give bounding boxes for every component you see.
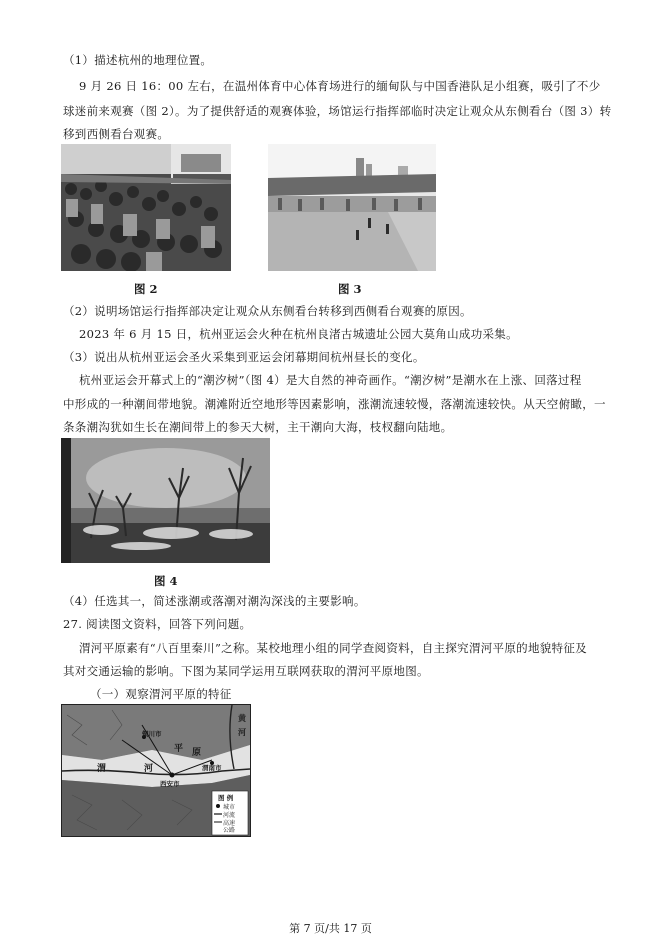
map-label-weinan: 渭南市 — [202, 764, 222, 772]
map-label-huang: 黄 — [238, 713, 246, 723]
figure-4-caption: 图 4 — [154, 574, 178, 588]
paragraph-4-line-1: 渭河平原素有“八百里秦川”之称。某校地理小组的同学查阅资料，自主探究渭河平原的地貌特征及 — [79, 641, 587, 655]
paragraph-3-line-2: 中形成的一种潮间带地貌。潮滩附近空地形等因素影响，涨潮流速较慢，落潮流速较快。从天空俯瞰，一 — [63, 397, 606, 411]
map-label-ping: 平 — [174, 744, 184, 754]
map-label-wei: 渭 — [97, 764, 107, 774]
paragraph-1-line-3: 移到西侧看台观赛。 — [63, 127, 170, 141]
legend-city: 城市 — [223, 804, 236, 811]
map-label-yuan: 原 — [192, 748, 202, 758]
legend-road: 公路 — [223, 827, 236, 834]
section-heading: （一）观察渭河平原的特征 — [90, 687, 232, 701]
paragraph-2: 2023 年 6 月 15 日，杭州亚运会火种在杭州良渚古城遗址公园大莫角山成功采集。 — [79, 327, 518, 341]
figure-3-photo — [268, 144, 436, 271]
legend-title: 图 例 — [218, 794, 234, 802]
figure-2-caption: 图 2 — [134, 282, 158, 296]
map-label-huang-he: 河 — [238, 727, 246, 737]
figure-2-photo — [61, 144, 231, 271]
paragraph-3-line-3: 条条潮沟犹如生长在潮间带上的参天大树，主干潮向大海，枝杈翻向陆地。 — [63, 420, 453, 434]
paragraph-1-line-2: 球迷前来观赛（图 2）。为了提供舒适的观赛体验，场馆运行指挥部临时决定让观众从东侧看台（图 3）转 — [63, 104, 612, 118]
question-27: 27. 阅读图文资料，回答下列问题。 — [63, 617, 252, 631]
paragraph-4-line-2: 其对交通运输的影响。下图为某同学运用互联网获取的渭河平原地图。 — [63, 664, 429, 678]
weihe-plain-map — [61, 704, 251, 837]
paragraph-1-line-1: 9 月 26 日 16：00 左右，在温州体育中心体育场进行的缅甸队与中国香港队足小组赛，吸引了不少 — [79, 79, 601, 93]
question-3: （3）说出从杭州亚运会圣火采集到亚运会闭幕期间杭州昼长的变化。 — [63, 350, 425, 364]
page-footer: 第 7 页/共 17 页 — [289, 922, 372, 935]
map-label-xian: 西安市 — [160, 780, 180, 788]
legend-river: 河流 — [223, 812, 236, 819]
figure-3-caption: 图 3 — [338, 282, 362, 296]
paragraph-3-line-1: 杭州亚运会开幕式上的“潮汐树”（图 4）是大自然的神奇画作。“潮汐树”是潮水在上涨、回落过程 — [79, 373, 582, 387]
legend-highway: 高速 — [223, 820, 236, 827]
map-label-he: 河 — [144, 764, 154, 774]
map-label-tongchuan: 铜川市 — [142, 730, 162, 738]
question-1: （1）描述杭州的地理位置。 — [63, 53, 213, 67]
question-4: （4）任选其一，简述涨潮或落潮对潮沟深浅的主要影响。 — [63, 594, 366, 608]
question-2: （2）说明场馆运行指挥部决定让观众从东侧看台转移到西侧看台观赛的原因。 — [63, 304, 472, 318]
figure-4-photo — [61, 438, 270, 563]
